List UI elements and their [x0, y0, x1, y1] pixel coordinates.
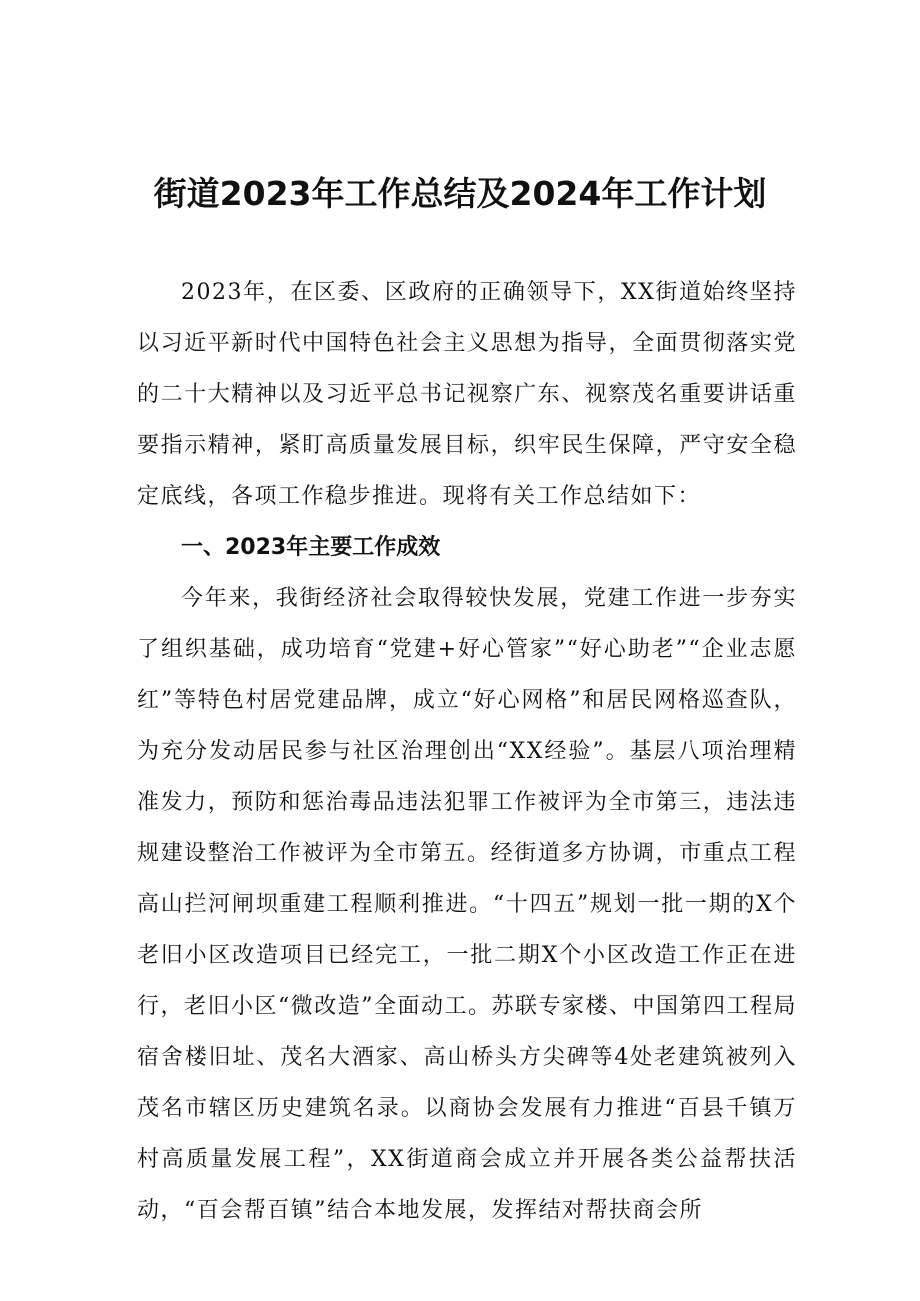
- intro-paragraph: 2023年，在区委、区政府的正确领导下，XX街道始终坚持以习近平新时代中国特色社会主义思想为指导，全面贯彻落实党的二十大精神以及习近平总书记视察广东、视察茂名重要讲话重要指示精神，紧盯高质量发展目标，织牢民生保障，严守安全稳定底线，各项工作稳步推进。现将有关工作总结如下：: [137, 280, 797, 509]
- document-body: [137, 267, 797, 1236]
- section-paragraph: 今年来，我街经济社会取得较快发展，党建工作进一步夯实了组织基础，成功培育“党建+好心管家”“好心助老”“企业志愿红”等特色村居党建品牌，成立“好心网格”和居民网格巡查队，为充分发动居民参与社区治理创出“XX经验”。基层八项治理精准发力，预防和惩治毒品违法犯罪工作被评为全市第三，违法违规建设整治工作被评为全市第五。经街道多方协调，市重点工程高山拦河闸坝重建工程顺利推进。“十四五”规划一批一期的X个老旧小区改造项目已经完工，一批二期X个小区改造工作正在进行，老旧小区“微改造”全面动工。苏联专家楼、中国第四工程局宿舍楼旧址、茂名大酒家、高山桥头方尖碑等4处老建筑被列入茂名市辖区历史建筑名录。以商协会发展有力推进“百县千镇万村高质量发展工程”，XX街道商会成立并开展各类公益帮扶活动，“百会帮百镇”结合本地发展，发挥结对帮扶商会所: [137, 586, 797, 1223]
- document-title: 街道2023年工作总结及2024年工作计划: [153, 174, 767, 213]
- section-heading: 一、2023年主要工作成效: [181, 535, 441, 560]
